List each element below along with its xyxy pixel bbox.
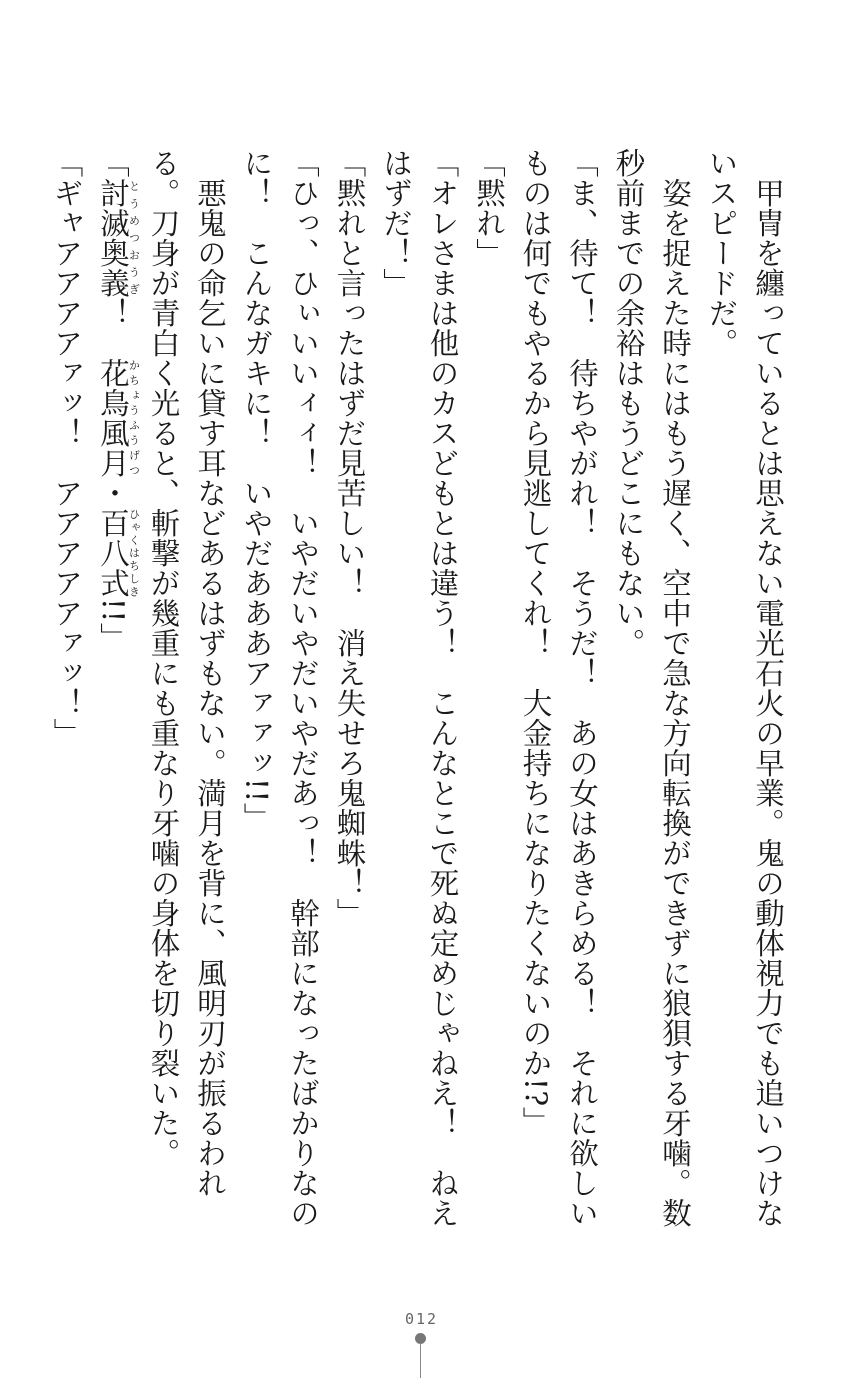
- attack-call-open: 「: [96, 148, 130, 178]
- attack-call-dot: ・: [96, 478, 130, 508]
- narration-paragraph: 悪鬼の命乞いに貸す耳などあるはずもない。満月を背に、風明刃が振るわれる。刀身が青白く光ると、斬撃が幾重にも重なり牙噛の身体を切り裂いた。: [146, 148, 227, 1198]
- page-marker-line: [420, 1343, 421, 1378]
- page-number: 012: [404, 1310, 439, 1328]
- ruby-tometsu-ougi: 討滅奥義とうめつおうぎ: [96, 178, 141, 298]
- narration-paragraph: 姿を捉えた時にはもう遅く、空中で急な方向転換ができずに狼狽する牙噛。数秒前までの余裕はもうどこにもない。: [611, 148, 692, 1228]
- attack-call-line: [90, 148, 141, 1248]
- ruby-hyakuhachi-shiki: 百八式ひゃくはちしき: [96, 508, 141, 598]
- novel-body-text: [31, 148, 791, 1248]
- dialogue-line: 「黙れと言ったはずだ見苦しい！ 消え失せろ鬼蜘蛛！」: [332, 148, 367, 928]
- ruby-kachou-fuugetsu: 花鳥風月かちょうふうげつ: [96, 358, 141, 478]
- dialogue-line: 「オレさまは他のカスどもとは違う！ こんなとこで死ぬ定めじゃねえ！ ねえはずだ！」: [379, 148, 460, 1228]
- ruby-reading: とうめつおうぎ: [127, 178, 141, 298]
- ruby-reading: ひゃくはちしき: [127, 508, 141, 598]
- narration-paragraph: 甲冑を纏っているとは思えない電光石火の早業。鬼の動体視力でも追いつけないスピードだ。: [704, 148, 785, 1228]
- ruby-reading: かちょうふうげつ: [127, 358, 141, 478]
- dialogue-line: 「ま、待て！ 待ちやがれ！ そうだ！ あの女はあきらめる！ それに欲しいものは何でもやるから見逃してくれ！ 大金持ちになりたくないのか!?」: [518, 148, 599, 1228]
- attack-call-separator: ！: [96, 298, 130, 358]
- dialogue-line: 「ギャアアアアァッ！ アアアアアァッ！」: [49, 148, 84, 748]
- dialogue-line: 「黙れ」: [472, 148, 506, 268]
- dialogue-line: 「ひっ、ひぃいいィィ！ いやだいやだいやだあっ！ 幹部になったばかりなのに！ こんなガキに！ いやだあああアァァッ!!」: [239, 148, 320, 1228]
- attack-call-close: !!」: [96, 598, 130, 653]
